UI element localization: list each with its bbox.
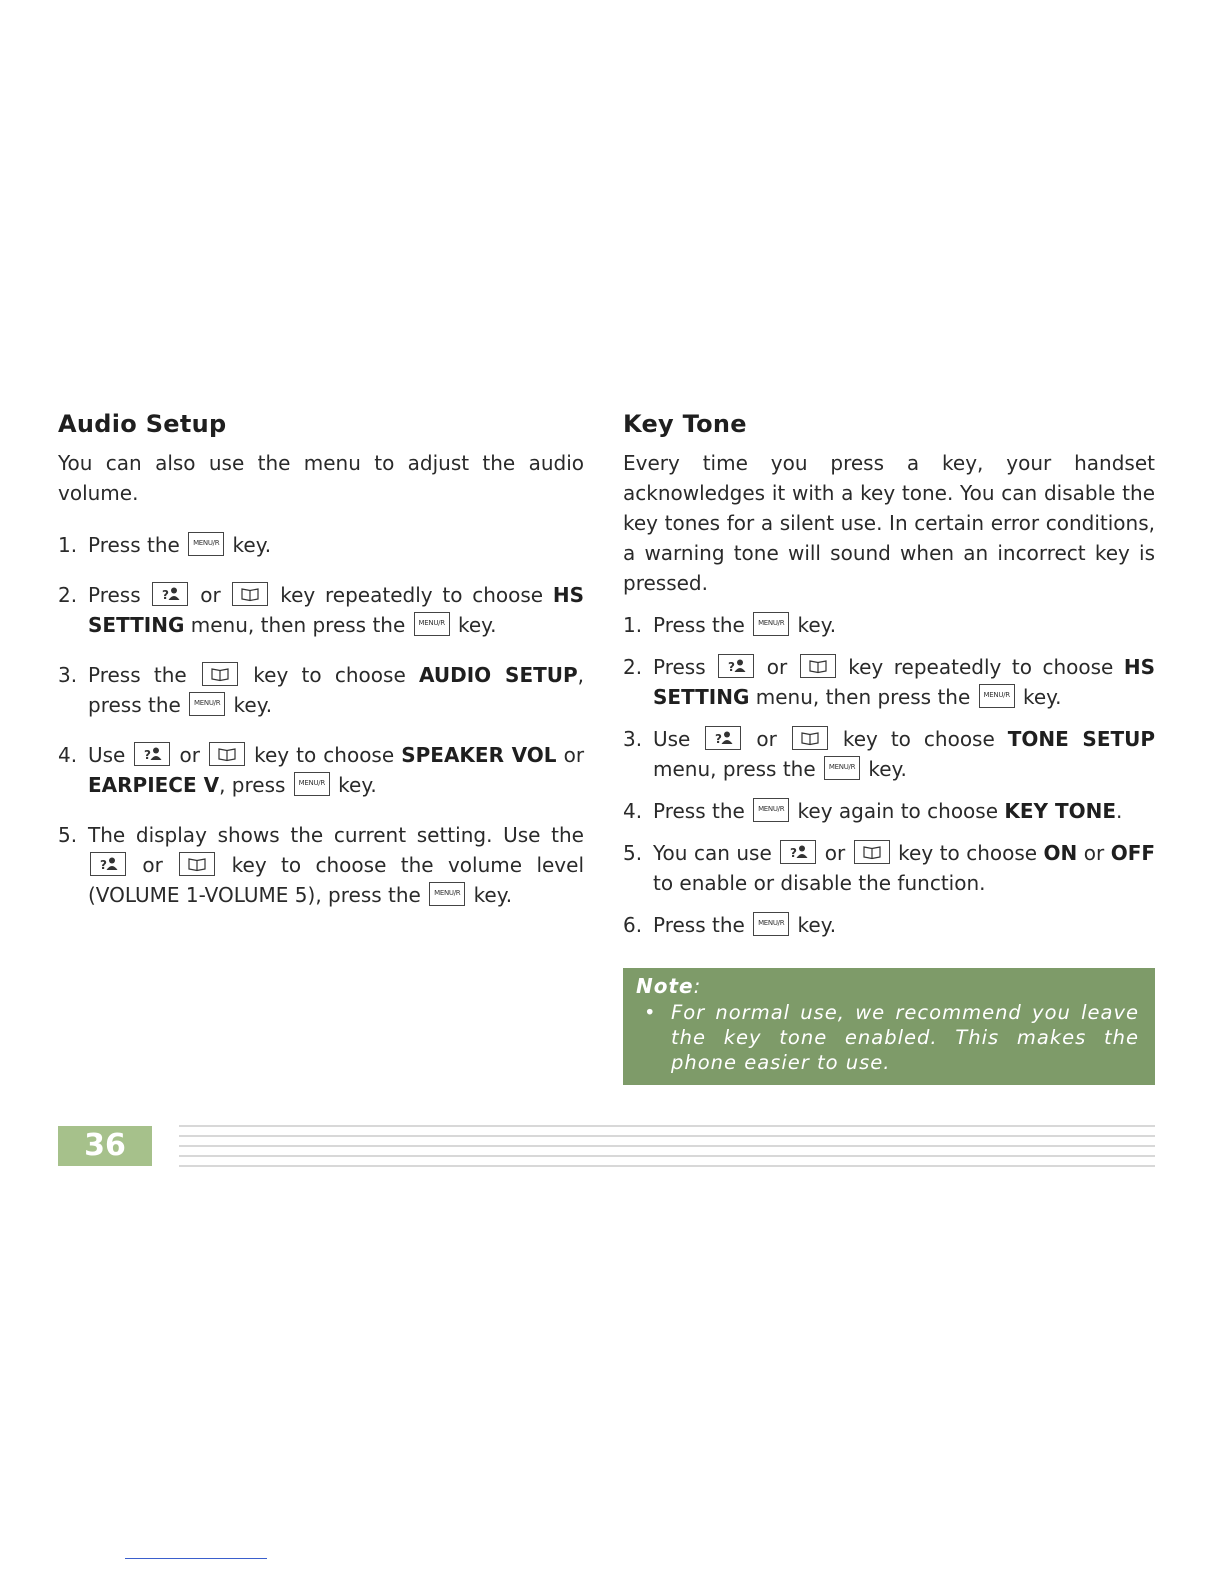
svg-text:?: ? xyxy=(162,588,170,602)
menu-key-icon: MENU/R xyxy=(753,798,789,822)
menu-key-icon: MENU/R xyxy=(979,684,1015,708)
phonebook-key-icon xyxy=(800,654,836,678)
steps-list xyxy=(58,530,584,910)
divider xyxy=(179,1145,1155,1147)
step-item: 6. Press the MENU/R key. xyxy=(623,913,837,937)
step-item: 5. The display shows the current setting. Use the ? or key to choose the volume level (VOLUME 1-VOLUME 5), press the MENU/R key. xyxy=(58,823,585,907)
intro-paragraph: Every time you press a key, your handset acknowledges it with a key tone. You can disable the key tones for a silent use. In certain error conditions, a warning tone will sound when an incorrect key is pressed. xyxy=(623,451,1155,595)
divider xyxy=(179,1125,1155,1127)
contact-key-icon xyxy=(152,582,188,606)
phonebook-key-icon xyxy=(209,742,245,766)
menu-key-icon: MENU/R xyxy=(429,882,465,906)
svg-text:?: ? xyxy=(728,660,736,674)
step-item: 3. Use ? or key to choose TONE SETUP menu, press the MENU/R key. xyxy=(623,727,1156,781)
intro-paragraph: You can also use the menu to adjust the audio volume. xyxy=(58,451,584,505)
divider xyxy=(125,1558,267,1559)
menu-key-icon: MENU/R xyxy=(188,532,224,556)
phonebook-key-icon xyxy=(179,852,215,876)
step-item: 3. Press the key to choose AUDIO SETUP, press the MENU/R key. xyxy=(58,663,584,717)
step-item: 1. Press the MENU/R key. xyxy=(623,613,837,637)
menu-key-icon: MENU/R xyxy=(294,772,330,796)
contact-key-icon xyxy=(705,726,741,750)
note-title: Note: xyxy=(636,974,702,998)
step-item: 4. Use ? or key to choose SPEAKER VOL or EARPIECE V, press MENU/R key. xyxy=(58,743,585,797)
key-tone-section xyxy=(623,410,1155,940)
svg-text:?: ? xyxy=(715,732,723,746)
contact-key-icon xyxy=(718,654,754,678)
audio-setup-section xyxy=(58,410,584,910)
menu-key-icon: MENU/R xyxy=(189,692,225,716)
step-item: 2. Press ? or key repeatedly to choose HS SETTING menu, then press the MENU/R key. xyxy=(623,655,1156,709)
contact-key-icon xyxy=(90,852,126,876)
bullet-icon: • xyxy=(644,1001,657,1024)
divider xyxy=(179,1165,1155,1167)
divider xyxy=(179,1155,1155,1157)
footer-rules xyxy=(179,1125,1155,1167)
phonebook-key-icon xyxy=(232,582,268,606)
divider xyxy=(179,1135,1155,1137)
note-box xyxy=(623,968,1155,1085)
section-title: Audio Setup xyxy=(58,410,227,438)
steps-list xyxy=(623,610,1155,940)
page-number: 36 xyxy=(58,1126,152,1166)
contact-key-icon xyxy=(134,742,170,766)
svg-text:?: ? xyxy=(100,858,107,872)
step-item: 2. Press ? or key repeatedly to choose HS SETTING menu, then press the MENU/R key. xyxy=(58,583,585,637)
phonebook-key-icon xyxy=(854,840,890,864)
menu-key-icon: MENU/R xyxy=(824,756,860,780)
section-title: Key Tone xyxy=(623,410,747,438)
phonebook-key-icon xyxy=(202,662,238,686)
contact-key-icon xyxy=(780,840,816,864)
step-item: 1. Press the MENU/R key. xyxy=(58,533,272,557)
step-item: 5. You can use ? or key to choose ON or OFF to enable or disable the function. xyxy=(623,841,1156,895)
note-item: • For normal use, we recommend you leave the key tone enabled. This makes the phone easier to use. xyxy=(644,1001,1139,1074)
svg-text:?: ? xyxy=(144,748,152,762)
menu-key-icon: MENU/R xyxy=(753,612,789,636)
menu-key-icon: MENU/R xyxy=(414,612,450,636)
svg-text:?: ? xyxy=(790,846,798,860)
step-item: 4. Press the MENU/R key again to choose KEY TONE. xyxy=(623,799,1123,823)
phonebook-key-icon xyxy=(792,726,828,750)
menu-key-icon: MENU/R xyxy=(753,912,789,936)
